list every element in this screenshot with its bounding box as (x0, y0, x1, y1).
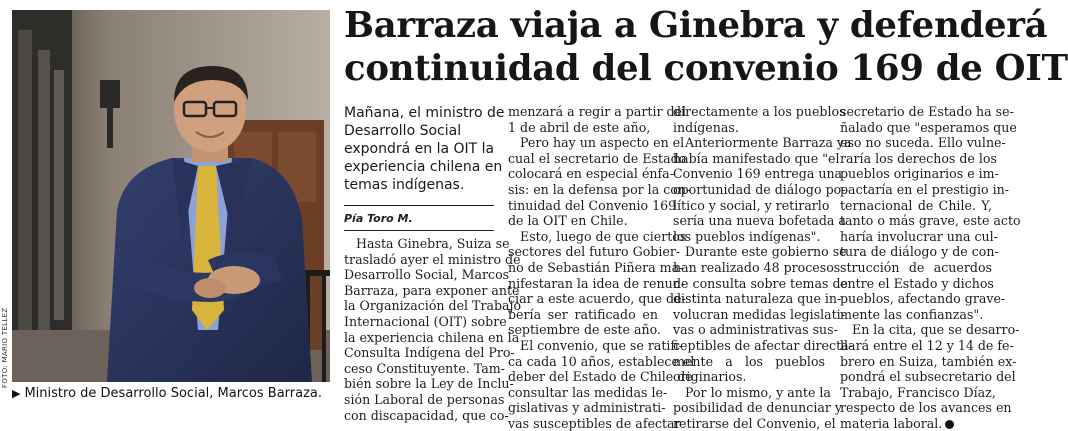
minister-portrait-image (12, 10, 330, 382)
body-line: menzará a regir a partir del (508, 104, 687, 119)
body-line: Esto, luego de que ciertos (520, 228, 687, 244)
article-column-4 (840, 104, 1021, 431)
body-line: los pueblos indígenas". (673, 228, 821, 244)
body-line: haría involucrar una cul- (840, 228, 998, 244)
body-line: pactaría en el prestigio in- (840, 181, 1009, 197)
body-line: vas o administrativas sus- (673, 322, 838, 338)
body-line-last (840, 416, 992, 431)
lede-line: Desarrollo Social (344, 123, 462, 139)
body-line: Anteriormente Barraza ya (685, 135, 852, 151)
headline-line-2: continuidad del convenio 169 de OIT (344, 48, 1068, 89)
body-line: ñalado que "esperamos que (840, 119, 1017, 135)
article-column-2 (508, 104, 695, 431)
body-line: Internacional (OIT) sobre (344, 313, 507, 329)
body-line: El convenio, que se ratifi- (520, 337, 684, 353)
body-line: ciar a este acuerdo, que de- (508, 291, 686, 307)
body-line: Desarrollo Social, Marcos (344, 267, 510, 283)
body-line: retirarse del Convenio, el (673, 415, 836, 431)
lede-line: temas indígenas. (344, 177, 465, 193)
body-line: deber del Estado de Chile de (508, 369, 693, 385)
body-line: mente a los pueblos (673, 353, 825, 369)
body-line: sectores del futuro Gobier- (508, 244, 681, 260)
body-line: bién sobre la Ley de Inclu- (344, 376, 514, 392)
body-line: distinta naturaleza que in- (673, 291, 842, 307)
body-line: gislativas y administrati- (508, 400, 666, 416)
body-line: septiembre de este año. (508, 322, 661, 338)
body-line: pueblos originarios e im- (840, 166, 999, 182)
body-line: secretario de Estado ha se- (840, 104, 1014, 119)
body-line: brero en Suiza, también ex- (840, 353, 1017, 369)
caption-text: Ministro de Desarrollo Social, Marcos Barraza. (24, 386, 323, 401)
body-line: no de Sebastián Piñera ma- (508, 259, 684, 275)
body-line: directamente a los pueblos (673, 104, 846, 119)
body-line: con discapacidad, que co- (344, 407, 509, 423)
body-line: cual el secretario de Estado (508, 150, 687, 166)
body-line: strucción de acuerdos (840, 259, 992, 275)
article-column-3 (673, 104, 853, 431)
body-line: la experiencia chilena en la (344, 329, 520, 345)
body-line: tinuidad del Convenio 169 (508, 197, 677, 213)
body-line: Hasta Ginebra, Suiza se (356, 236, 510, 251)
body-line: raría los derechos de los (840, 150, 997, 166)
body-line: tanto o más grave, este acto (840, 213, 1021, 229)
body-line: Pero hay un aspecto en el (520, 135, 685, 151)
body-line: consultar las medidas le- (508, 384, 668, 400)
body-line: la Organización del Trabajo (344, 298, 522, 314)
body-line: bería ser ratificado en (508, 306, 658, 322)
body-line: colocará en especial énfa- (508, 166, 674, 182)
article-column-1 (344, 236, 522, 423)
body-line: han realizado 48 procesos (673, 259, 841, 275)
body-line: nifestaran la idea de renun- (508, 275, 686, 291)
body-line: Consulta Indígena del Pro- (344, 345, 515, 361)
byline-rule-top (344, 205, 494, 206)
body-line: ca cada 10 años, establece el (508, 353, 695, 369)
body-line: Trabajo, Francisco Díaz, (840, 384, 996, 400)
body-line: ceptibles de afectar directa- (673, 337, 853, 353)
body-line: volucran medidas legislati- (673, 306, 845, 322)
article-lede (344, 104, 505, 194)
body-line: oportunidad de diálogo po- (673, 181, 846, 197)
body-line: sión Laboral de personas (344, 391, 505, 407)
body-line: lítico y social, y retirarlo (673, 197, 830, 213)
body-line: trasladó ayer el ministro de (344, 251, 521, 267)
body-line: mente las confianzas". (840, 306, 984, 322)
caption-arrow-icon: ▶ (12, 387, 21, 400)
body-line: había manifestado que "el (673, 150, 840, 166)
body-line: eso no suceda. Ello vulne- (840, 135, 1006, 151)
body-line: llará entre el 12 y 14 de fe- (840, 337, 1014, 353)
byline-rule-bottom (344, 230, 494, 231)
body-line: ceso Constituyente. Tam- (344, 360, 505, 376)
body-line: entre el Estado y dichos (840, 275, 994, 291)
body-line: posibilidad de denunciar y (673, 400, 843, 416)
body-line: originarios. (673, 369, 747, 385)
body-line: 1 de abril de este año, (508, 119, 651, 135)
body-line: pueblos, afectando grave- (840, 291, 1006, 307)
body-line: Durante este gobierno se (685, 244, 847, 260)
lede-line: expondrá en la OIT la (344, 141, 495, 157)
body-line: Por lo mismo, y ante la (685, 384, 831, 400)
headline-line-1: Barraza viaja a Ginebra y defenderá (344, 5, 1048, 46)
end-of-article-icon (945, 420, 954, 429)
article-photo (12, 10, 330, 382)
body-line: respecto de los avances en (840, 400, 1012, 416)
photo-caption (12, 386, 332, 401)
body-line: tura de diálogo y de con- (840, 244, 999, 260)
lede-line: experiencia chilena en (344, 159, 503, 175)
lede-line: Mañana, el ministro de (344, 105, 505, 121)
body-line: indígenas. (673, 119, 739, 135)
article-headline (344, 4, 1068, 90)
body-line: ternacional de Chile. Y, (840, 197, 992, 213)
body-line: de la OIT en Chile. (508, 213, 628, 229)
body-line: En la cita, que se desarro- (852, 322, 1020, 338)
body-line: Barraza, para exponer ante (344, 282, 520, 298)
body-line: vas susceptibles de afectar (508, 415, 681, 431)
body-line: sería una nueva bofetada a (673, 213, 846, 229)
body-line-last-text: materia laboral. (840, 415, 943, 431)
body-line: Convenio 169 entrega una (673, 166, 843, 182)
byline: Pía Toro M. (344, 212, 413, 225)
photo-credit: FOTO: MARIO TELLEZ (1, 307, 9, 388)
body-line: sis: en la defensa por la con- (508, 181, 691, 197)
body-line: pondrá el subsecretario del (840, 369, 1016, 385)
body-line: de consulta sobre temas de (673, 275, 848, 291)
